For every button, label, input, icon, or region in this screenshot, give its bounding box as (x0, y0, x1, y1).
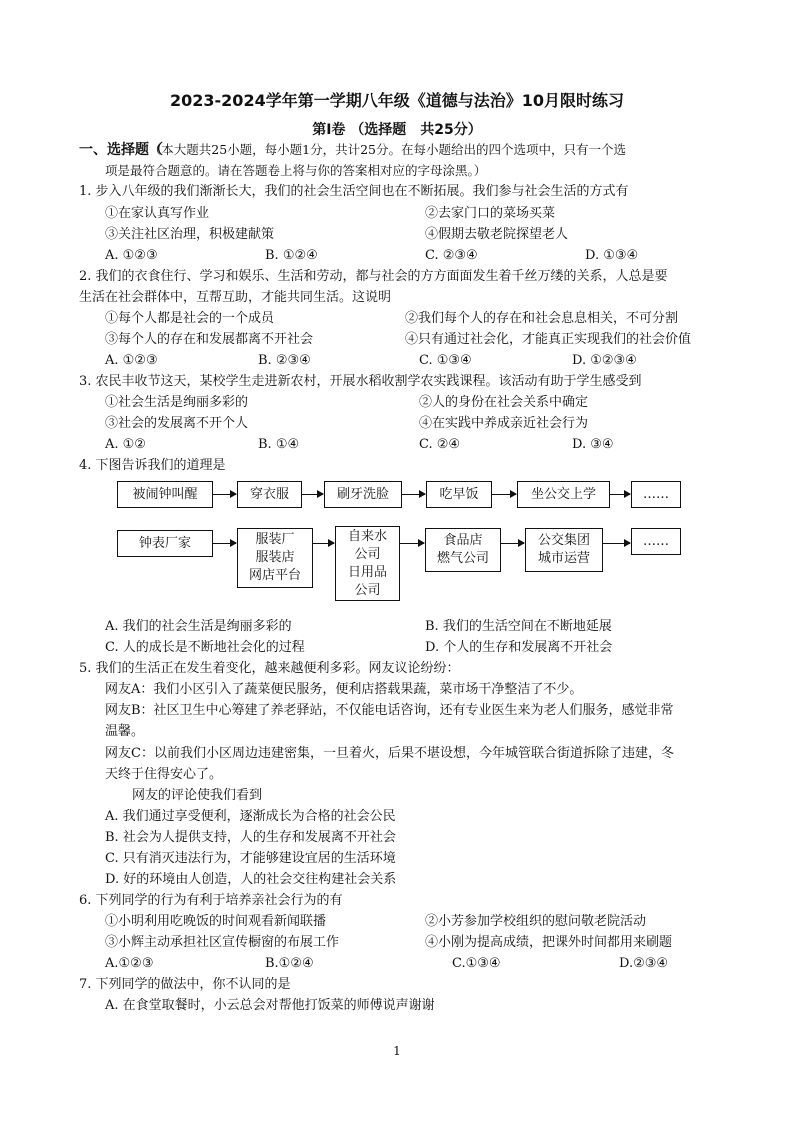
flow-box-more: …… (631, 528, 681, 555)
q6-statement-4: ④小刚为提高成绩，把课外时间都用来刷题 (425, 935, 673, 950)
flow-box-clock-maker: 钟表厂家 (117, 530, 213, 557)
q3-option-c: C. ②④ (419, 437, 461, 452)
flow-box-more: …… (631, 481, 681, 508)
q2-statement-2: ②我们每个人的存在和社会息息相关，不可分割 (405, 311, 679, 326)
section-label: 一、选择题（ (79, 142, 163, 158)
flow-box-utilities: 自来水 公司 日用品 公司 (335, 526, 400, 601)
q6-statement-1: ①小明利用吃晚饭的时间观看新闻联播 (105, 914, 327, 929)
q2-option-d: D. ①②③④ (572, 353, 637, 368)
q5-comment-b-2: 温馨。 (105, 724, 145, 739)
q6-option-a: A.①②③ (105, 956, 154, 971)
q1-statement-2: ②去家门口的菜场买菜 (425, 206, 556, 221)
q6-statement-2: ②小芳参加学校组织的慰问敬老院活动 (425, 914, 647, 929)
q4-option-d: D. 个人的生存和发展离不开社会 (425, 640, 613, 655)
q3-option-a: A. ①② (105, 437, 146, 452)
flow-arrow (602, 543, 630, 544)
q3-statement-4: ④在实践中养成亲近社会行为 (419, 416, 589, 431)
q2-option-c: C. ①③④ (419, 353, 472, 368)
q2-statement-4: ④只有通过社会化，才能真正实现我们的社会价值 (405, 332, 692, 347)
q1-statement-1: ①在家认真写作业 (105, 206, 210, 221)
q3-option-b: B. ①④ (258, 437, 300, 452)
q7-option-a: A. 在食堂取餐时，小云总会对帮他打饭菜的师傅说声谢谢 (105, 998, 435, 1013)
q2-stem-1: 2. 我们的衣食住行、学习和娱乐、生活和劳动，都与社会的方方面面发生着千丝万缕的关系，人总是要 (79, 269, 668, 284)
q5-comment-c-2: 天终于住得安心了。 (105, 767, 223, 782)
flow-box-breakfast: 吃早饭 (426, 481, 492, 508)
q2-statement-3: ③每个人的存在和发展都离不开社会 (105, 332, 314, 347)
q2-statement-1: ①每个人都是社会的一个成员 (105, 311, 275, 326)
q6-stem: 6. 下列同学的行为有利于培养亲社会行为的有 (79, 893, 343, 908)
q2-stem-2: 生活在社会群体中，互帮互助，才能共同生活。这说明 (79, 290, 392, 305)
q4-option-b: B. 我们的生活空间在不断地延展 (425, 619, 612, 634)
flow-box-bus: 坐公交上学 (517, 481, 610, 508)
flow-arrow (491, 494, 516, 495)
q3-stem: 3. 农民丰收节这天，某校学生走进新农村，开展水稻收割学农实践课程。该活动有助于学生感受到 (79, 374, 642, 389)
q1-statement-4: ④假期去敬老院探望老人 (425, 227, 569, 242)
q5-comment-b-1: 网友B：社区卫生中心筹建了养老驿站，不仅能电话咨询，还有专业医生来为老人们服务，感觉非常 (105, 703, 674, 718)
flow-arrow (212, 543, 236, 544)
flow-arrow (212, 494, 236, 495)
part-title: 第Ⅰ卷 （选择题 共25分） (312, 122, 482, 138)
q5-option-b: B. 社会为人提供支持，人的生存和发展离不开社会 (105, 830, 396, 845)
q6-statement-3: ③小辉主动承担社区宣传橱窗的布展工作 (105, 935, 340, 950)
flow-box-alarm: 被闹钟叫醒 (117, 481, 213, 508)
q6-option-b: B.①②④ (265, 956, 314, 971)
flow-box-food-gas: 食品店 燃气公司 (425, 528, 501, 572)
q5-option-a: A. 我们通过享受便利，逐渐成长为合格的社会公民 (105, 809, 396, 824)
q1-option-a: A. ①②③ (105, 248, 158, 263)
q5-lead: 网友的评论使我们看到 (132, 788, 263, 803)
flow-arrow (399, 543, 424, 544)
q3-statement-3: ③社会的发展离不开个人 (105, 416, 249, 431)
flow-arrow (312, 543, 334, 544)
q2-option-a: A. ①②③ (105, 353, 158, 368)
q2-option-b: B. ②③④ (258, 353, 311, 368)
q6-option-d: D.②③④ (619, 956, 669, 971)
q1-statement-3: ③关注社区治理，积极建献策 (105, 227, 275, 242)
q1-option-d: D. ①③④ (585, 248, 639, 263)
page-number: 1 (393, 1044, 401, 1058)
q5-stem: 5. 我们的生活正在发生着变化，越来越便利多彩。网友议论纷纷： (79, 661, 460, 676)
flow-arrow (401, 494, 425, 495)
exam-title: 2023-2024学年第一学期八年级《道德与法治》10月限时练习 (170, 91, 624, 110)
flow-arrow (500, 543, 524, 544)
q5-option-d: D. 好的环境由人创造，人的社会交往构建社会关系 (105, 872, 397, 887)
q1-option-c: C. ②③④ (425, 248, 478, 263)
flow-arrow (609, 494, 630, 495)
q7-stem: 7. 下列同学的做法中，你不认同的是 (79, 977, 291, 992)
q5-comment-c-1: 网友C：以前我们小区周边违建密集，一旦着火，后果不堪设想，今年城管联合街道拆除了违建，冬 (105, 746, 674, 761)
q3-statement-1: ①社会生活是绚丽多彩的 (105, 395, 249, 410)
q4-stem: 4. 下图告诉我们的道理是 (79, 458, 226, 473)
q3-option-d: D. ③④ (572, 437, 614, 452)
flow-box-clothing: 服装厂 服装店 网店平台 (237, 528, 313, 588)
section-note-2: 项是最符合题意的。请在答题卷上将与你的答案相对应的字母涂黑。） (105, 163, 487, 178)
q5-comment-a: 网友A：我们小区引入了蔬菜便民服务，便利店搭载果蔬，菜市场干净整洁了不少。 (105, 682, 583, 697)
q5-option-c: C. 只有消灭违法行为，才能够建设宜居的生活环境 (105, 851, 396, 866)
q1-stem: 1. 步入八年级的我们渐渐长大，我们的社会生活空间也在不断拓展。我们参与社会生活的方式有 (79, 184, 629, 199)
q1-option-b: B. ①②④ (265, 248, 318, 263)
q3-statement-2: ②人的身份在社会关系中确定 (419, 395, 589, 410)
q6-option-c: C.①③④ (452, 956, 501, 971)
flow-box-wash: 刷牙洗脸 (324, 481, 402, 508)
flow-arrow (301, 494, 323, 495)
section-note-1: （本大题共25小题，每小题1分，共计25分。在每小题给出的四个选项中，只有一个选 (155, 142, 627, 157)
q4-option-a: A. 我们的社会生活是绚丽多彩的 (105, 619, 292, 634)
flow-box-dress: 穿衣服 (237, 481, 302, 508)
q4-option-c: C. 人的成长是不断地社会化的过程 (105, 640, 305, 655)
flow-box-transit: 公交集团 城市运营 (525, 528, 603, 572)
section-heading (79, 141, 626, 160)
